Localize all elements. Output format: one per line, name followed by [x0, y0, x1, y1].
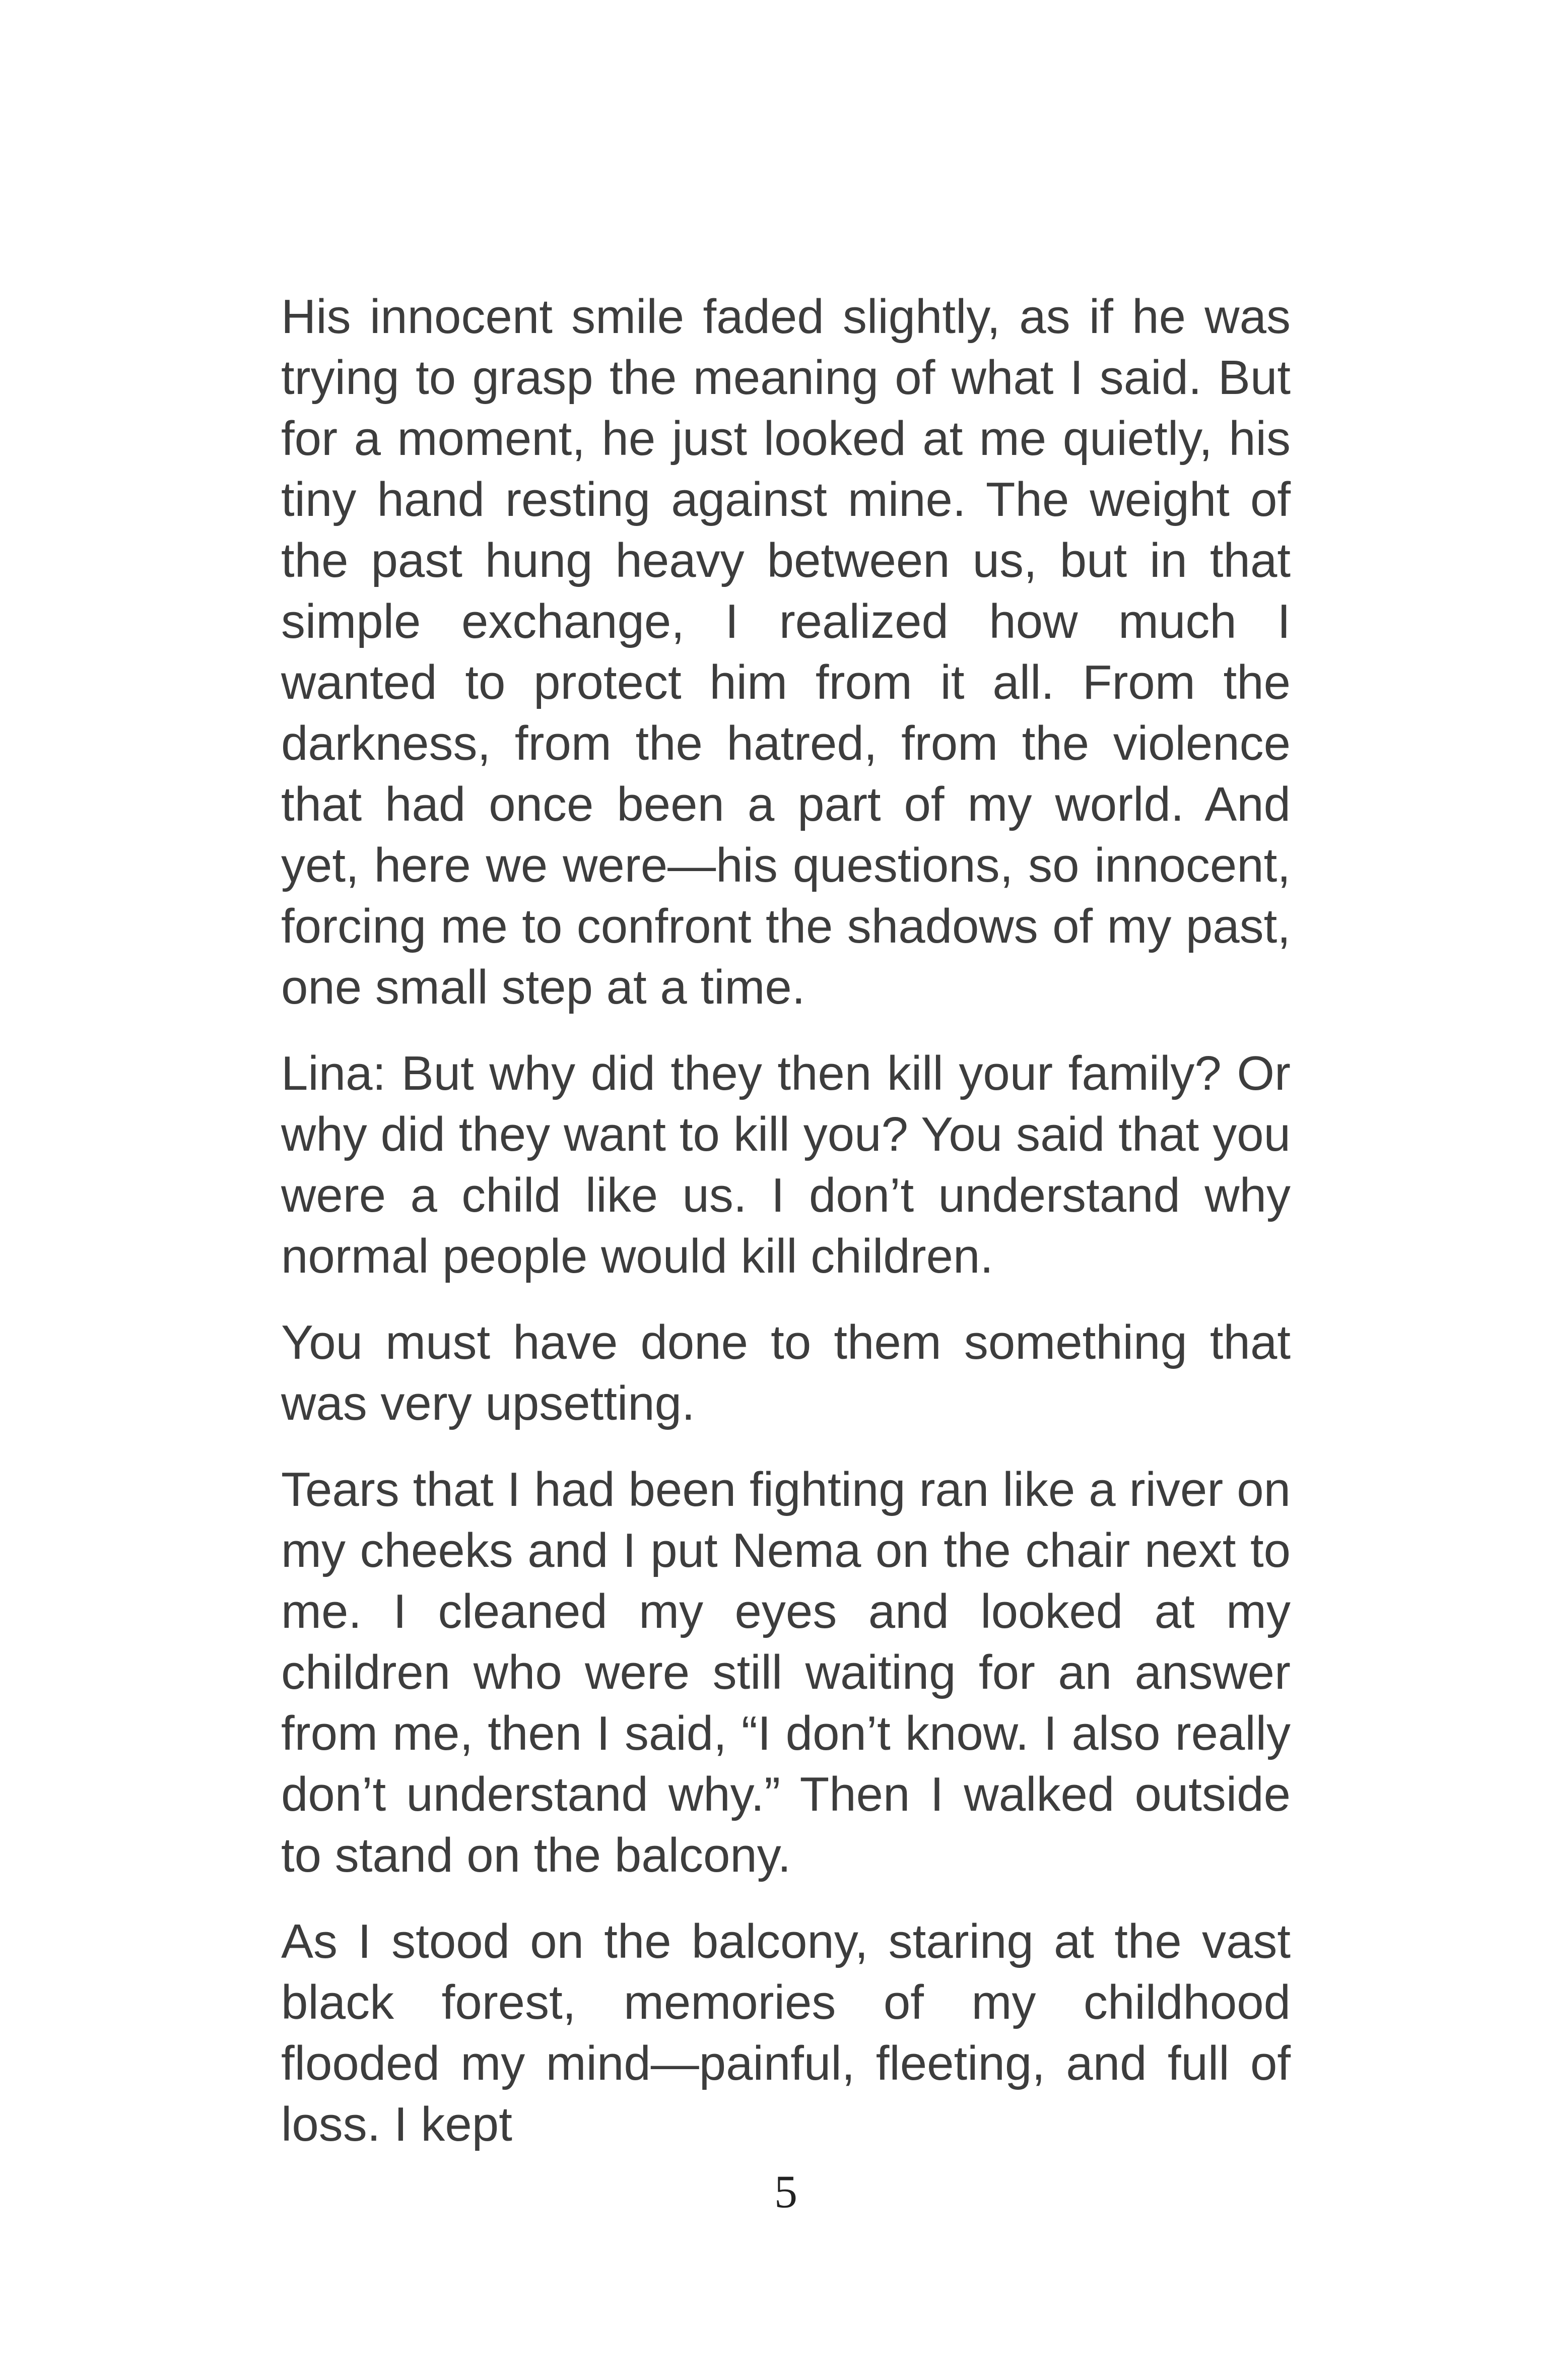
page-text-block	[281, 286, 1291, 2155]
paragraph-4: Tears that I had been fighting ran like a river on my cheeks and I put Nema on the chair next to me. I cleaned my eyes and looked at my children who were still waiting for an answer from me, then I said, “I don’t know. I also really don’t understand why.” Then I walked outside to stand on the balcony.	[281, 1463, 1291, 1882]
paragraph-1: His innocent smile faded slightly, as if he was trying to grasp the meaning of what I said. But for a moment, he just looked at me quietly, his tiny hand resting against mine. The weight of the past hung heavy between us, but in that simple exchange, I realized how much I wanted to protect him from it all. From the darkness, from the hatred, from the violence that had once been a part of my world. And yet, here we were—his questions, so innocent, forcing me to confront the shadows of my past, one small step at a time.	[281, 290, 1291, 1014]
paragraph-3: You must have done to them something that was very upsetting.	[281, 1315, 1291, 1430]
page-number: 5	[774, 2166, 797, 2217]
paragraph-2: Lina: But why did they then kill your family? Or why did they want to kill you? You said that you were a child like us. I don’t understand why normal people would kill children.	[281, 1046, 1291, 1283]
paragraph-5: As I stood on the balcony, staring at the vast black forest, memories of my childhood flooded my mind—painful, fleeting, and full of loss. I kept	[281, 1914, 1291, 2151]
